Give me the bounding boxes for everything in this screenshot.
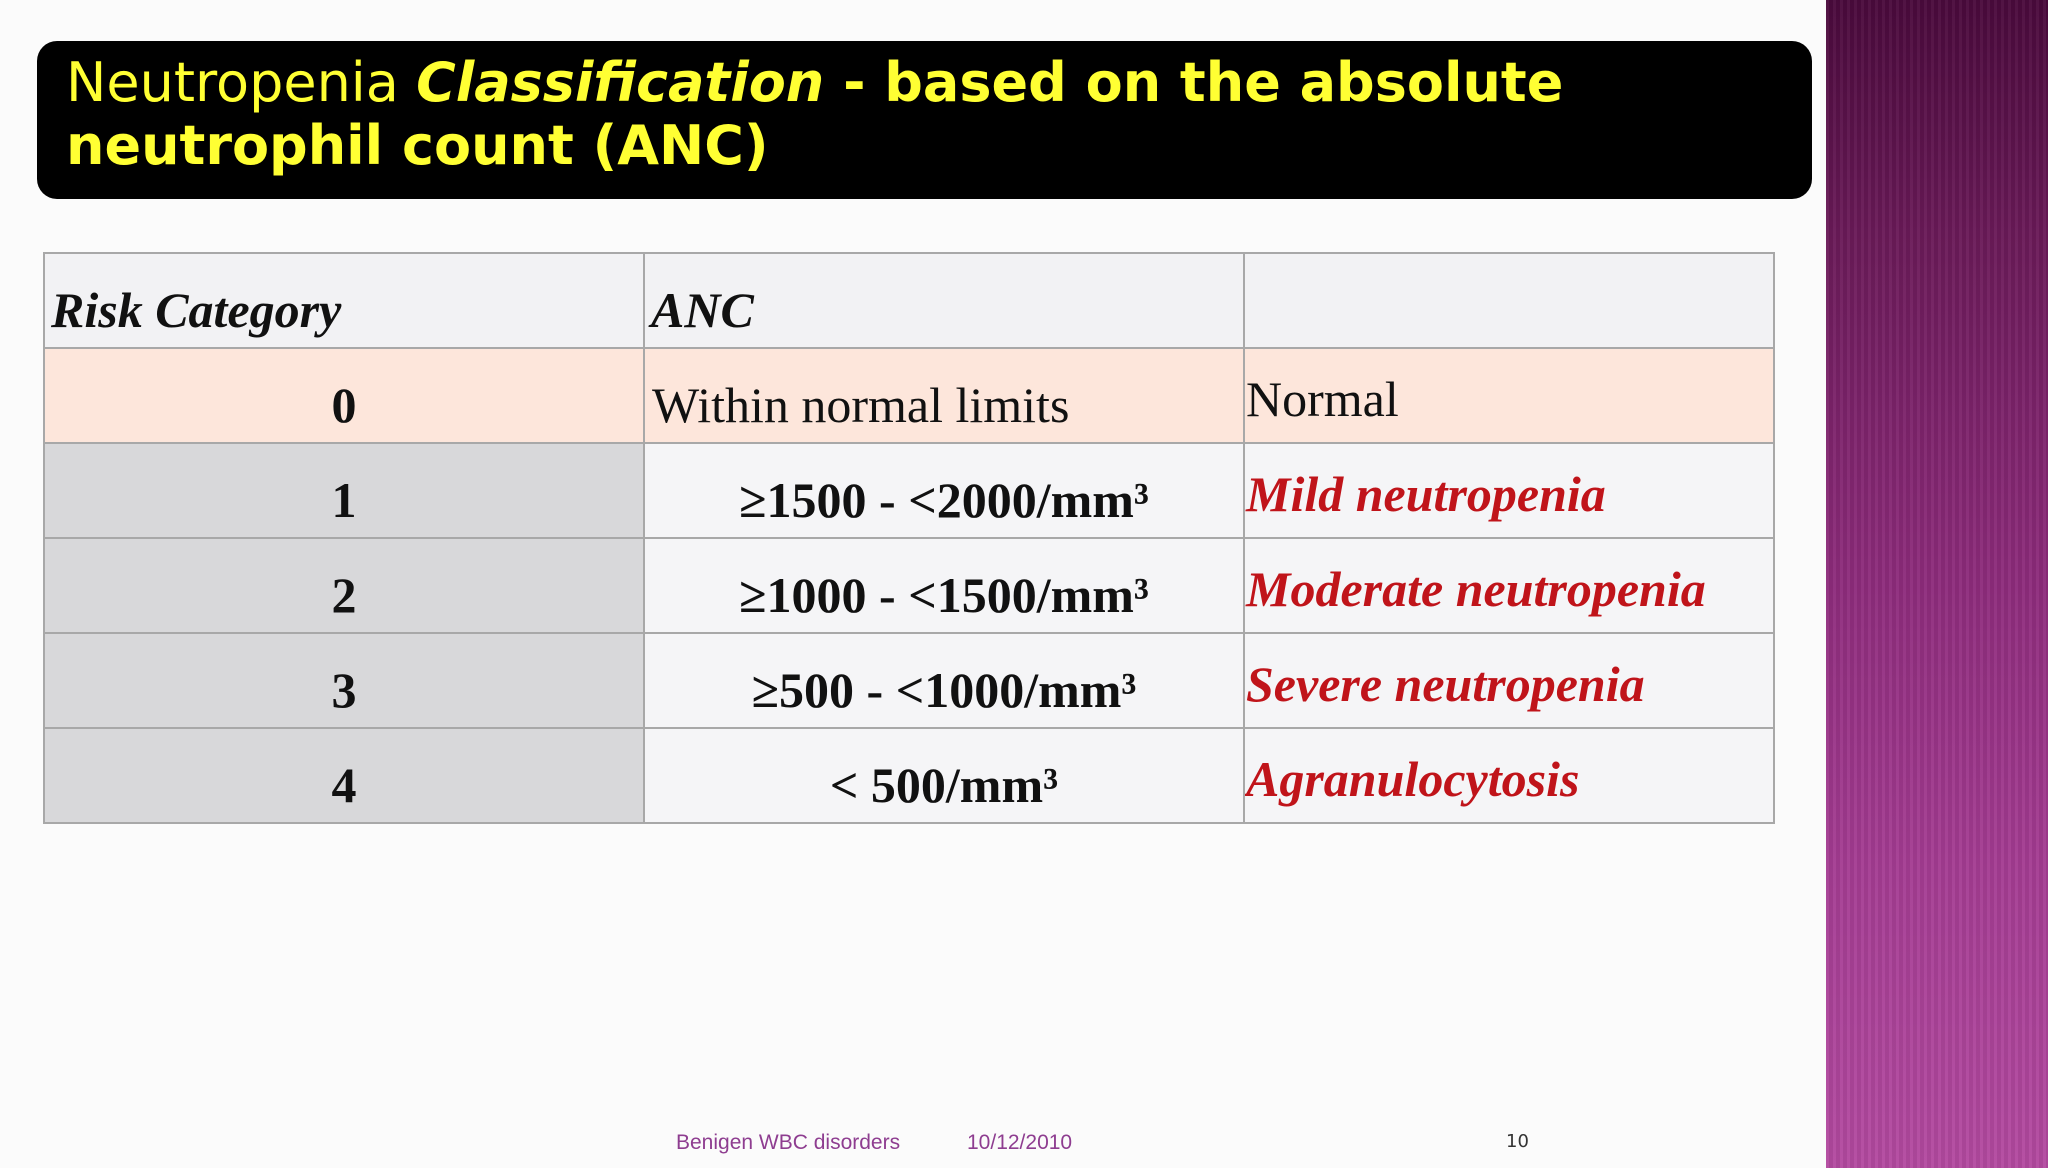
slide-page-number: 10 [1506,1131,1529,1152]
table-row [44,728,1774,823]
grade-cell: Agranulocytosis [1244,728,1774,823]
risk-category-cell: 0 [44,348,644,443]
anc-cell: ≥1000 - <1500/mm³ [644,538,1244,633]
slide-title-line-2: neutrophil count (ANC) [66,114,769,177]
risk-category-cell: 4 [44,728,644,823]
anc-cell: ≥500 - <1000/mm³ [644,633,1244,728]
header-anc: ANC [644,253,1244,348]
title-text-classification: Classification [416,51,825,114]
slide-title-line-1 [66,51,1812,114]
anc-cell: < 500/mm³ [644,728,1244,823]
title-text-neutropenia: Neutropenia [66,51,417,114]
risk-category-cell: 2 [44,538,644,633]
anc-cell: ≥1500 - <2000/mm³ [644,443,1244,538]
grade-cell: Moderate neutropenia [1244,538,1774,633]
grade-cell: Mild neutropenia [1244,443,1774,538]
header-grade [1244,253,1774,348]
slide-title-bar [37,41,1812,199]
title-text-based-on: - based on the absolute [824,51,1564,114]
table-row [44,633,1774,728]
grade-cell: Normal [1244,348,1774,443]
decorative-side-band [1826,0,2048,1168]
header-risk-category: Risk Category [44,253,644,348]
table-row [44,538,1774,633]
risk-category-cell: 1 [44,443,644,538]
grade-cell: Severe neutropenia [1244,633,1774,728]
footer-date: 10/12/2010 [967,1131,1073,1154]
risk-category-cell: 3 [44,633,644,728]
table-row [44,443,1774,538]
footer-title: Benigen WBC disorders [676,1131,901,1154]
table-header-row [44,253,1774,348]
anc-cell: Within normal limits [644,348,1244,443]
table-row [44,348,1774,443]
neutropenia-classification-table [43,252,1775,824]
